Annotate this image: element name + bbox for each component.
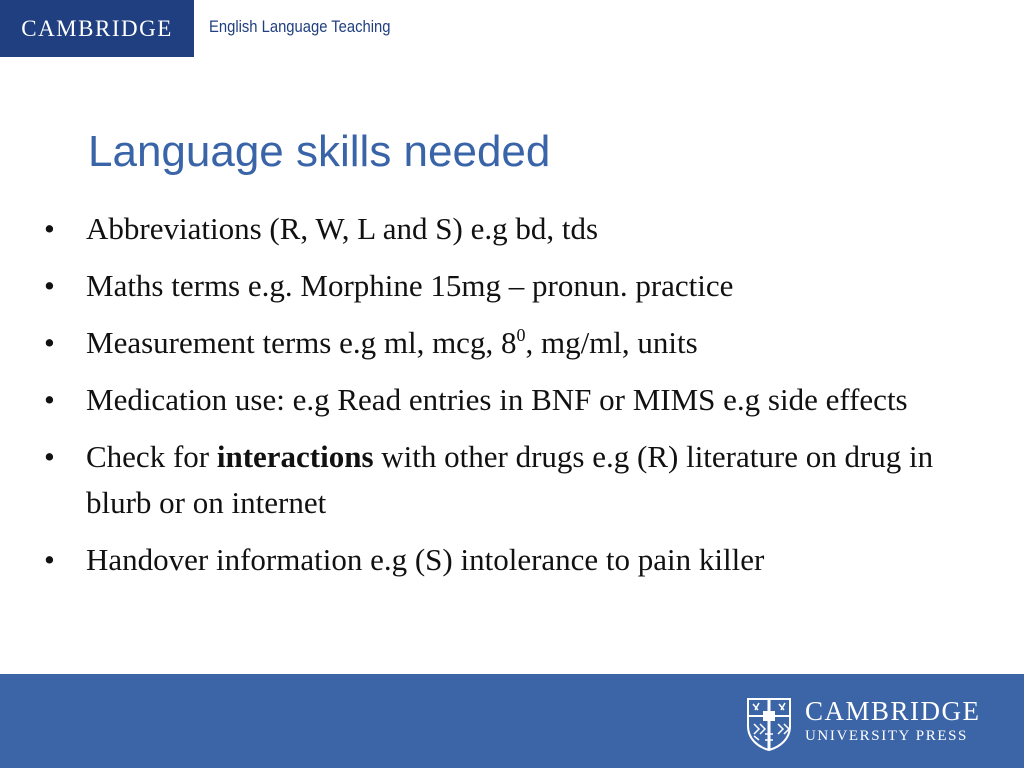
bold-keyword: interactions (216, 439, 374, 474)
bullet-text (86, 325, 698, 360)
bullet-icon (44, 320, 64, 366)
bullet-item (44, 320, 984, 366)
footer-brand (805, 696, 981, 745)
cambridge-logo: CAMBRIDGE (0, 0, 194, 57)
bullet-item (44, 206, 984, 252)
bullet-icon (44, 263, 64, 309)
footer-bar (0, 674, 1024, 768)
bullet-text-part: Measurement terms e.g ml, mcg, 8 (86, 325, 517, 360)
header-bar (0, 0, 1024, 60)
bullet-text (86, 439, 933, 520)
bullet-icon (44, 377, 64, 423)
cambridge-crest-icon (745, 696, 793, 752)
bullet-list (44, 206, 984, 594)
bullet-text: Handover information e.g (S) intolerance to pain killer (86, 542, 765, 577)
slide-title: Language skills needed (88, 127, 551, 176)
footer-brand-sub: UNIVERSITY PRESS (805, 728, 968, 744)
footer-brand-main: CAMBRIDGE (805, 696, 981, 726)
bullet-text-part: , mg/ml, units (525, 325, 698, 360)
bullet-item (44, 377, 984, 423)
bullet-text: Medication use: e.g Read entries in BNF or MIMS e.g side effects (86, 382, 908, 417)
bullet-text: Abbreviations (R, W, L and S) e.g bd, tds (86, 211, 599, 246)
bullet-item (44, 263, 984, 309)
bullet-icon (44, 434, 64, 480)
bullet-text-part: Check for (86, 439, 217, 474)
bullet-icon (44, 206, 64, 252)
superscript-zero: 0 (516, 325, 526, 345)
bullet-text-part: with other drugs e.g (R) literature on drug in blurb or on internet (86, 439, 934, 520)
bullet-icon (44, 537, 64, 583)
bullet-text: Maths terms e.g. Morphine 15mg – pronun. practice (86, 268, 734, 303)
header-subtitle: English Language Teaching (209, 17, 391, 36)
bullet-item (44, 434, 984, 526)
bullet-item (44, 537, 984, 583)
